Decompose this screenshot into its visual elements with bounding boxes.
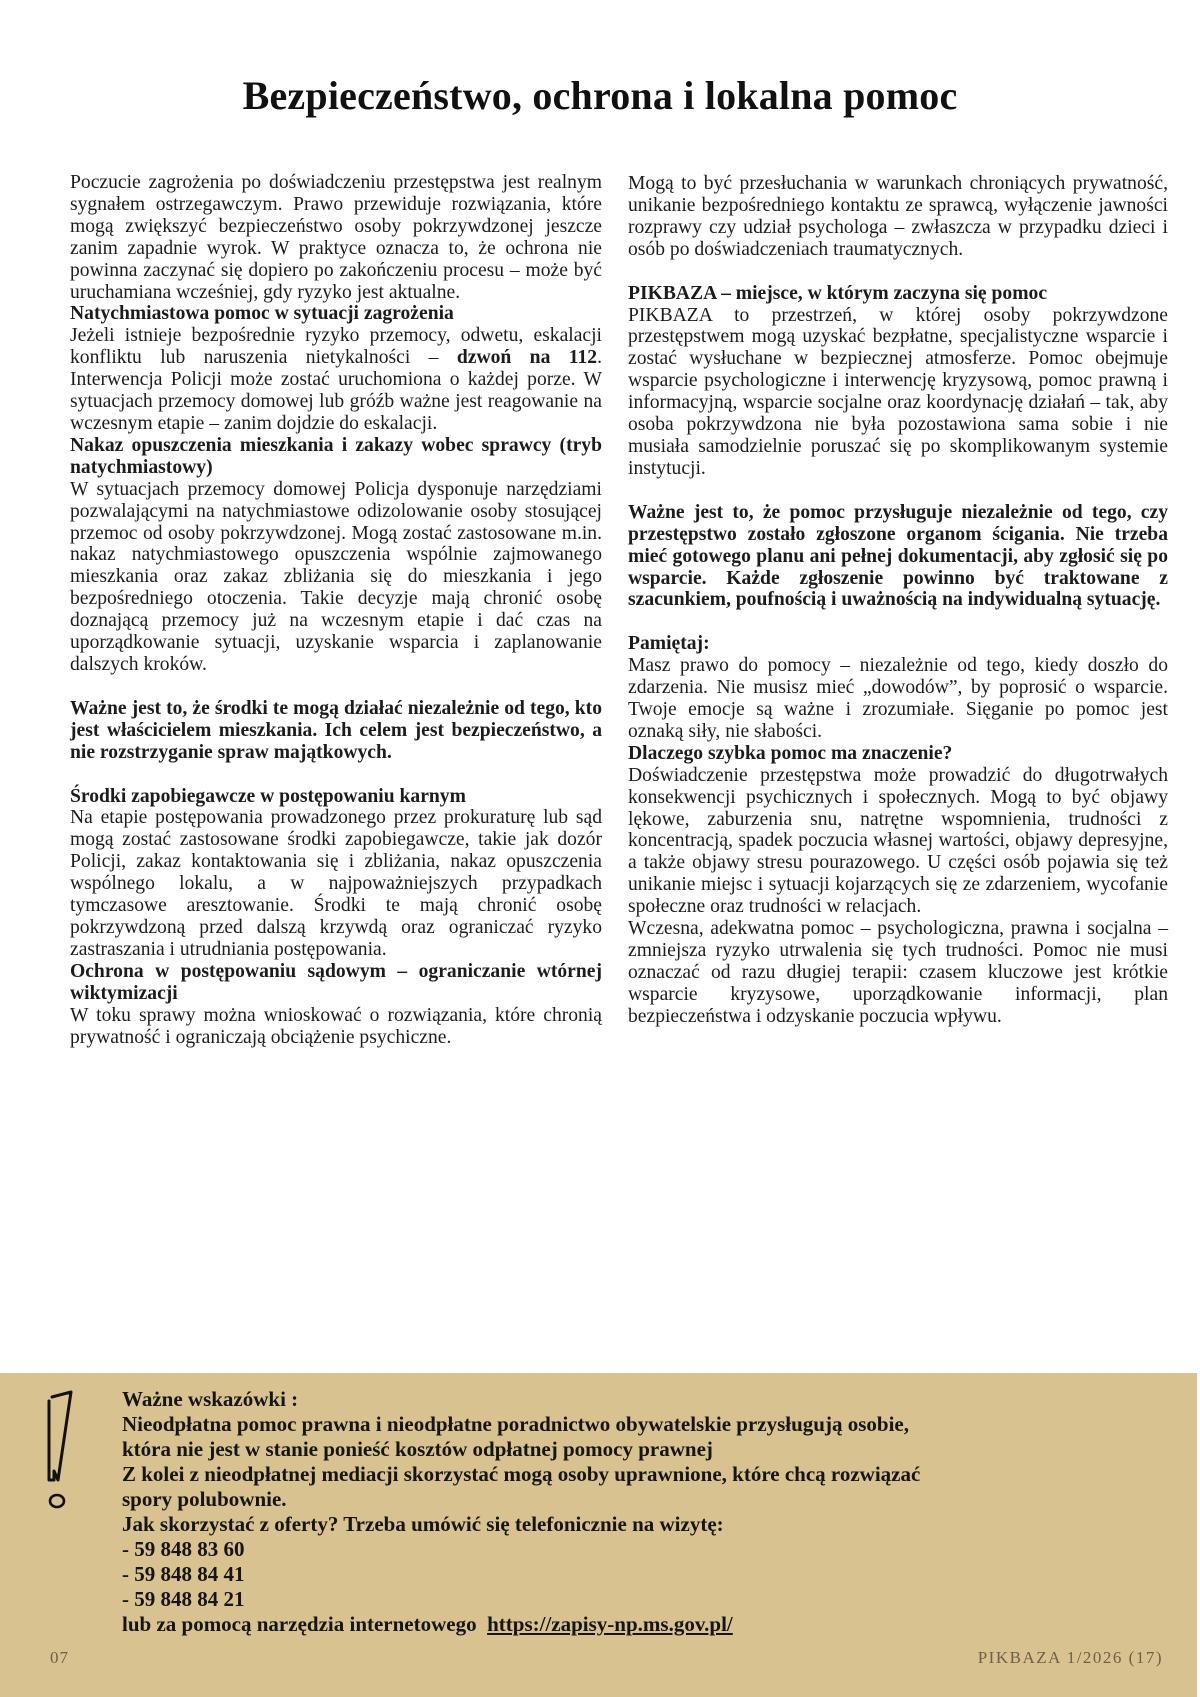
phone-number[interactable]: - 59 848 83 60 xyxy=(122,1537,245,1561)
page-number: 07 xyxy=(50,1648,69,1667)
continuation-paragraph: Mogą to być przesłuchania w warunkach chroniących prywatność, unikanie bezpośredniego kontaktu ze sprawcą, wyłączenie jawności rozprawy czy udział psychologa – zwłaszcza w przypadku dzieci i osób po doświadczeniach traumatycznych. xyxy=(628,173,1168,260)
right-column xyxy=(628,173,1168,1028)
page-title: Bezpieczeństwo, ochrona i lokalna pomoc xyxy=(242,73,958,118)
section-heading-pikbaza: PIKBAZA – miejsce, w którym zaczyna się pomoc xyxy=(628,282,1048,304)
booking-link[interactable]: https://zapisy-np.ms.gov.pl/ xyxy=(487,1612,733,1636)
section-heading-court-protection: Ochrona w postępowaniu sądowym – ograniczanie wtórnej wiktymizacji xyxy=(70,960,602,1004)
tips-line: spory polubownie. xyxy=(122,1487,287,1511)
tips-heading: Ważne wskazówki : xyxy=(122,1387,299,1411)
spacer xyxy=(70,676,602,698)
pikbaza-paragraph: PIKBAZA to przestrzeń, w której osoby pokrzywdzone przestępstwem mogą uzyskać bezpłatne, specjalistyczne wsparcie i zostać wysłuchane w bezpiecznej atmosferze. Pomoc obejmuje wsparcie psychologiczne i interwencję kryzysową, pomoc prawną i informacyjną, wsparcie socjalne oraz koordynację działań – tak, aby osoba pokrzywdzona nie była pozostawiona sama sobie i nie musiała samodzielnie poruszać się po skomplikowanym systemie instytucji. xyxy=(628,304,1168,479)
section-heading-remember: Pamiętaj: xyxy=(628,633,710,655)
spacer xyxy=(628,261,1168,283)
spacer xyxy=(628,611,1168,633)
online-prefix: lub za pomocą narzędzia internetowego xyxy=(122,1612,477,1636)
phone-number[interactable]: - 59 848 84 41 xyxy=(122,1562,245,1586)
emphasis-paragraph-left: Ważne jest to, że środki te mogą działać niezależnie od tego, kto jest właścicielem mieszkania. Ich celem jest bezpieczeństwo, a nie rozstrzyganie spraw majątkowych. xyxy=(70,697,602,763)
tips-line: która nie jest w stanie ponieść kosztów odpłatnej pomocy prawnej xyxy=(122,1437,713,1461)
tips-content xyxy=(122,1387,1182,1637)
phone-number[interactable]: - 59 848 84 21 xyxy=(122,1587,245,1611)
text-segment: Jeżeli istnieje bezpośrednie ryzyko przemocy, odwetu, eskalacji konfliktu lub naruszenia nietykalności – xyxy=(70,325,602,369)
emphasis-paragraph-right: Ważne jest to, że pomoc przysługuje niezależnie od tego, czy przestępstwo zostało zgłoszone organom ścigania. Nie trzeba mieć gotowego planu ani pełnej dokumentacji, aby zgłosić się po wsparcie. Każde zgłoszenie powinno być traktowane z szacunkiem, poufnością i uważnością na indywidualną sytuację. xyxy=(628,501,1168,611)
why-fast-help-paragraph-2: Wczesna, adekwatna pomoc – psychologiczna, prawna i socjalna – zmniejsza ryzyko utrwalenia się tych trudności. Pomoc nie musi oznaczać od razu długiej terapii: czasem kluczowe jest krótkie wsparcie kryzysowe, uporządkowanie informacji, plan bezpieczeństwa i odzyskanie poczucia wpływu. xyxy=(628,918,1168,1027)
emergency-number: dzwoń na 112 xyxy=(456,347,598,369)
tips-line: Jak skorzystać z oferty? Trzeba umówić się telefonicznie na wizytę: xyxy=(122,1512,724,1536)
why-fast-help-paragraph-1: Doświadczenie przestępstwa może prowadzić do długotrwałych konsekwencji psychicznych i społecznych. Mogą to być objawy lękowe, zaburzenia snu, natrętne wspomnienia, trudności z koncentracją, spadek poczucia własnej wartości, objawy depresyjne, a także objawy stresu pourazowego. U części osób pojawia się też unikanie miejsc i sytuacji kojarzących się ze zdarzeniem, wycofanie społeczne oraz trudności w relacjach. xyxy=(628,764,1168,918)
spacer xyxy=(628,480,1168,502)
text-segment: . Interwencja Policji może zostać uruchomiona o każdej porze. W sytuacjach przemocy domowej lub gróźb ważne jest reagowanie na wczesnym etapie – zanim dojdzie do eskalacji. xyxy=(70,347,602,434)
remember-paragraph: Masz prawo do pomocy – niezależnie od tego, kiedy doszło do zdarzenia. Nie musisz mieć „dowodów”, by poprosić o wsparcie. Twoje emocje są ważne i zrozumiałe. Sięganie po pomoc jest oznaką siły, nie słabości. xyxy=(628,655,1168,742)
exclamation-icon xyxy=(40,1385,80,1515)
immediate-help-paragraph xyxy=(70,325,602,435)
section-heading-immediate-help: Natychmiastowa pomoc w sytuacji zagrożenia xyxy=(70,303,454,325)
tips-line: Nieodpłatna pomoc prawna i nieodpłatne poradnictwo obywatelskie przysługują osobie, xyxy=(122,1412,909,1436)
section-heading-eviction-order: Nakaz opuszczenia mieszkania i zakazy wobec sprawcy (tryb natychmiastowy) xyxy=(70,434,602,478)
court-protection-paragraph: W toku sprawy można wnioskować o rozwiązania, które chronią prywatność i ograniczają obciążenie psychiczne. xyxy=(70,1004,602,1048)
issue-label: PIKBAZA 1/2026 (17) xyxy=(977,1648,1163,1667)
eviction-order-paragraph: W sytuacjach przemocy domowej Policja dysponuje narzędziami pozwalającymi na natychmiastowe odizolowanie osoby stosującej przemoc od osoby pokrzywdzonej. Mogą zostać zastosowane m.in. nakaz natychmiastowego opuszczenia wspólnie zajmowanego mieszkania oraz zakaz zbliżania się do mieszkania i jego bezpośredniego otoczenia. Takie decyzje mają chronić osobę doznającą przemocy już na wczesnym etapie i dać czas na uporządkowanie sytuacji, uzyskanie wsparcia i zaplanowanie dalszych kroków. xyxy=(70,478,602,675)
left-column xyxy=(70,172,602,1048)
intro-paragraph: Poczucie zagrożenia po doświadczeniu przestępstwa jest realnym sygnałem ostrzegawczym. Prawo przewiduje rozwiązania, które mogą zwiększyć bezpieczeństwo osoby pokrzywdzonej jeszcze zanim zapadnie wyrok. W praktyce oznacza to, że ochrona nie powinna zaczynać się dopiero po zakończeniu procesu – może być uruchamiana wcześniej, gdy ryzyko jest aktualne. xyxy=(70,172,602,303)
tips-line: Z kolei z nieodpłatnej mediacji skorzystać mogą osoby uprawnione, które chcą rozwiązać xyxy=(122,1462,921,1486)
section-heading-why-fast-help: Dlaczego szybka pomoc ma znaczenie? xyxy=(628,742,953,764)
online-booking-line xyxy=(122,1612,1182,1637)
spacer xyxy=(70,764,602,786)
preventive-measures-paragraph: Na etapie postępowania prowadzonego przez prokuraturę lub sąd mogą zostać zastosowane środki zapobiegawcze, takie jak dozór Policji, zakaz kontaktowania się i zbliżania, nakaz opuszczenia wspólnego lokalu, a w najpoważniejszych przypadkach tymczasowe aresztowanie. Środki te mają chronić osobę pokrzywdzoną przed dalszą krzywdą oraz ograniczać ryzyko zastraszania i utrudniania postępowania. xyxy=(70,807,602,960)
section-heading-preventive-measures: Środki zapobiegawcze w postępowaniu karnym xyxy=(70,785,466,807)
